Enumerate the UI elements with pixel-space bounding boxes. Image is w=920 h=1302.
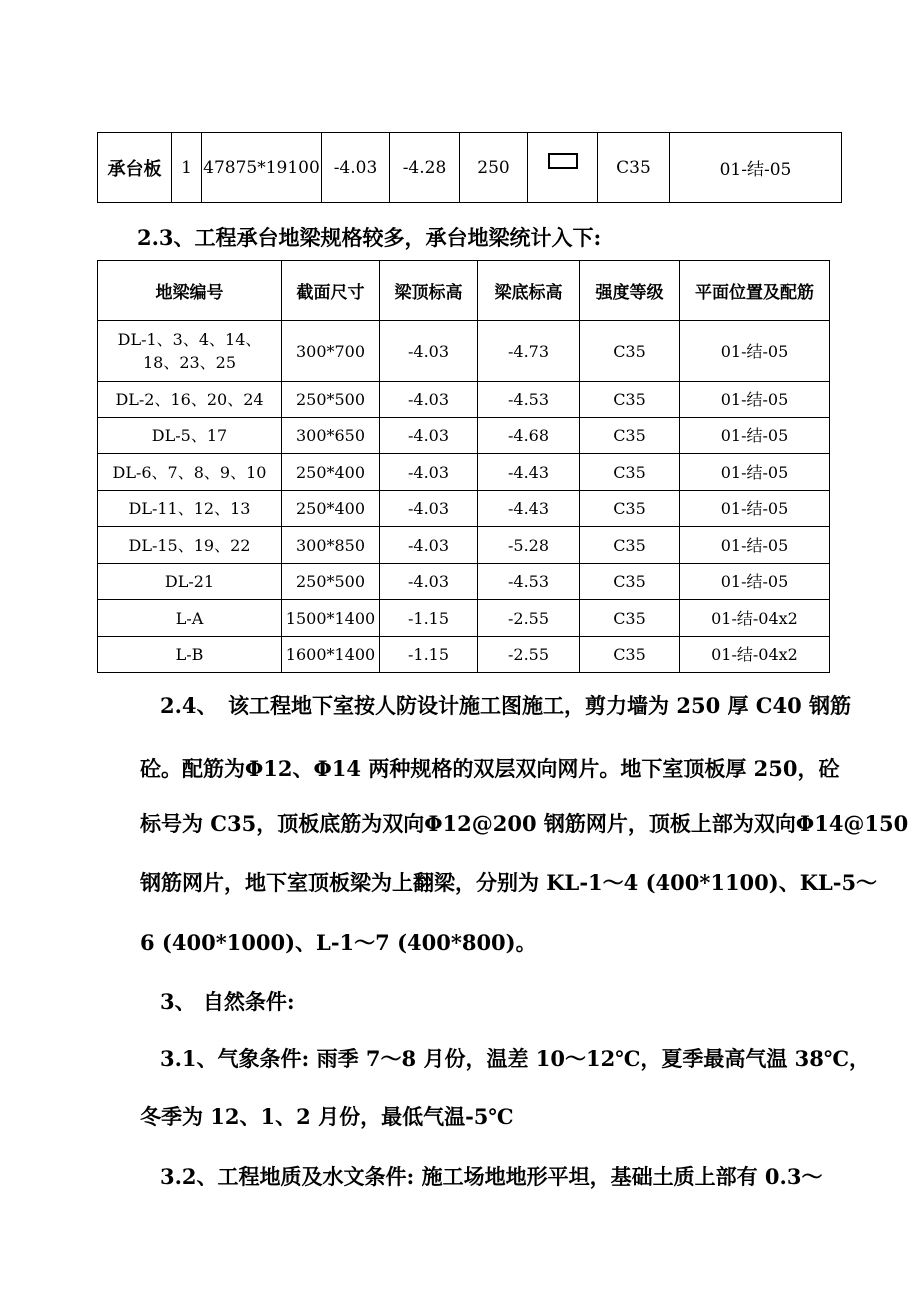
beam-id: DL-2、16、20、24 bbox=[98, 382, 282, 418]
beam-id: DL-11、12、13 bbox=[98, 491, 282, 527]
slab-name: 承台板 bbox=[98, 133, 172, 203]
beam-grade: C35 bbox=[580, 491, 680, 527]
section-2-4-line-5: 6 (400*1000)、L-1～7 (400*800)。 bbox=[140, 930, 537, 955]
table-row bbox=[98, 564, 830, 600]
section-2-4-line-4: 钢筋网片，地下室顶板梁为上翻梁，分别为 KL-1～4 (400*1100)、KL-5～ bbox=[140, 870, 878, 895]
beam-table-header bbox=[98, 261, 830, 321]
beam-id-line: DL-1、3、4、14、 bbox=[117, 330, 262, 349]
slab-size: 47875*19100 bbox=[202, 133, 322, 203]
beam-id bbox=[98, 321, 282, 382]
beam-loc: 01-结-05 bbox=[680, 527, 830, 564]
beam-size: 250*500 bbox=[282, 382, 380, 418]
table-row bbox=[98, 637, 830, 673]
beam-bottom: -4.53 bbox=[478, 382, 580, 418]
beam-top: -4.03 bbox=[380, 382, 478, 418]
header-location: 平面位置及配筋 bbox=[680, 261, 830, 321]
beam-grade: C35 bbox=[580, 454, 680, 491]
beam-size: 300*700 bbox=[282, 321, 380, 382]
rectangle-section-icon bbox=[548, 153, 578, 169]
table-row bbox=[98, 454, 830, 491]
beam-grade: C35 bbox=[580, 321, 680, 382]
slab-table bbox=[97, 132, 842, 203]
beam-id: DL-15、19、22 bbox=[98, 527, 282, 564]
beam-bottom: -4.53 bbox=[478, 564, 580, 600]
beam-bottom: -2.55 bbox=[478, 637, 580, 673]
beam-grade: C35 bbox=[580, 418, 680, 454]
beam-size: 300*650 bbox=[282, 418, 380, 454]
beam-id: DL-5、17 bbox=[98, 418, 282, 454]
header-section-size: 截面尺寸 bbox=[282, 261, 380, 321]
beam-top: -4.03 bbox=[380, 321, 478, 382]
beam-id: L-B bbox=[98, 637, 282, 673]
slab-bottom-elev: -4.28 bbox=[390, 133, 460, 203]
header-top-elev: 梁顶标高 bbox=[380, 261, 478, 321]
beam-loc: 01-结-05 bbox=[680, 454, 830, 491]
section-3-heading: 3、 自然条件: bbox=[160, 989, 295, 1014]
beam-size: 250*400 bbox=[282, 454, 380, 491]
slab-thickness: 250 bbox=[460, 133, 528, 203]
section-3-1-line-1: 3.1、气象条件: 雨季 7～8 月份，温差 10～12℃，夏季最高气温 38℃， bbox=[160, 1046, 871, 1071]
beam-grade: C35 bbox=[580, 382, 680, 418]
beam-loc: 01-结-05 bbox=[680, 564, 830, 600]
beam-grade: C35 bbox=[580, 527, 680, 564]
table-row bbox=[98, 527, 830, 564]
slab-drawing: 01-结-05 bbox=[670, 133, 842, 203]
beam-size: 250*500 bbox=[282, 564, 380, 600]
section-2-4-line-2: 砼。配筋为Φ12、Φ14 两种规格的双层双向网片。地下室顶板厚 250，砼 bbox=[140, 756, 840, 781]
slab-grade: C35 bbox=[598, 133, 670, 203]
section-3-1-line-2: 冬季为 12、1、2 月份，最低气温-5℃ bbox=[140, 1104, 514, 1129]
section-2-4-line-1: 2.4、 该工程地下室按人防设计施工图施工，剪力墙为 250 厚 C40 钢筋 bbox=[160, 693, 852, 718]
slab-qty: 1 bbox=[172, 133, 202, 203]
table-row bbox=[98, 321, 830, 382]
beam-top: -4.03 bbox=[380, 491, 478, 527]
beam-id: DL-21 bbox=[98, 564, 282, 600]
beam-size: 300*850 bbox=[282, 527, 380, 564]
beam-loc: 01-结-04x2 bbox=[680, 600, 830, 637]
beam-top: -1.15 bbox=[380, 600, 478, 637]
header-beam-id: 地梁编号 bbox=[98, 261, 282, 321]
beam-bottom: -4.43 bbox=[478, 491, 580, 527]
header-bottom-elev: 梁底标高 bbox=[478, 261, 580, 321]
beam-loc: 01-结-05 bbox=[680, 321, 830, 382]
table-row bbox=[98, 382, 830, 418]
beam-size: 250*400 bbox=[282, 491, 380, 527]
slab-row bbox=[98, 133, 842, 203]
beam-top: -4.03 bbox=[380, 564, 478, 600]
beam-loc: 01-结-05 bbox=[680, 418, 830, 454]
beam-top: -4.03 bbox=[380, 454, 478, 491]
slab-top-elev: -4.03 bbox=[322, 133, 390, 203]
beam-size: 1500*1400 bbox=[282, 600, 380, 637]
table-row bbox=[98, 418, 830, 454]
beam-grade: C35 bbox=[580, 600, 680, 637]
beam-top: -4.03 bbox=[380, 418, 478, 454]
beam-id: DL-6、7、8、9、10 bbox=[98, 454, 282, 491]
beam-size: 1600*1400 bbox=[282, 637, 380, 673]
beam-grade: C35 bbox=[580, 637, 680, 673]
beam-id-line: 18、23、25 bbox=[142, 353, 237, 372]
section-2-3: 2.3、工程承台地梁规格较多，承台地梁统计入下: bbox=[137, 225, 602, 250]
beam-table bbox=[97, 260, 830, 673]
slab-shape-cell bbox=[528, 133, 598, 203]
beam-bottom: -4.43 bbox=[478, 454, 580, 491]
beam-top: -4.03 bbox=[380, 527, 478, 564]
beam-id: L-A bbox=[98, 600, 282, 637]
beam-bottom: -4.68 bbox=[478, 418, 580, 454]
header-grade: 强度等级 bbox=[580, 261, 680, 321]
beam-bottom: -2.55 bbox=[478, 600, 580, 637]
section-2-4-line-3: 标号为 C35，顶板底筋为双向Φ12@200 钢筋网片，顶板上部为双向Φ14@150 bbox=[140, 811, 909, 836]
beam-loc: 01-结-04x2 bbox=[680, 637, 830, 673]
beam-loc: 01-结-05 bbox=[680, 491, 830, 527]
beam-bottom: -4.73 bbox=[478, 321, 580, 382]
table-row bbox=[98, 600, 830, 637]
table-row bbox=[98, 491, 830, 527]
beam-top: -1.15 bbox=[380, 637, 478, 673]
beam-bottom: -5.28 bbox=[478, 527, 580, 564]
beam-grade: C35 bbox=[580, 564, 680, 600]
section-3-2-line-1: 3.2、工程地质及水文条件: 施工场地地形平坦，基础土质上部有 0.3～ bbox=[160, 1164, 823, 1189]
beam-loc: 01-结-05 bbox=[680, 382, 830, 418]
